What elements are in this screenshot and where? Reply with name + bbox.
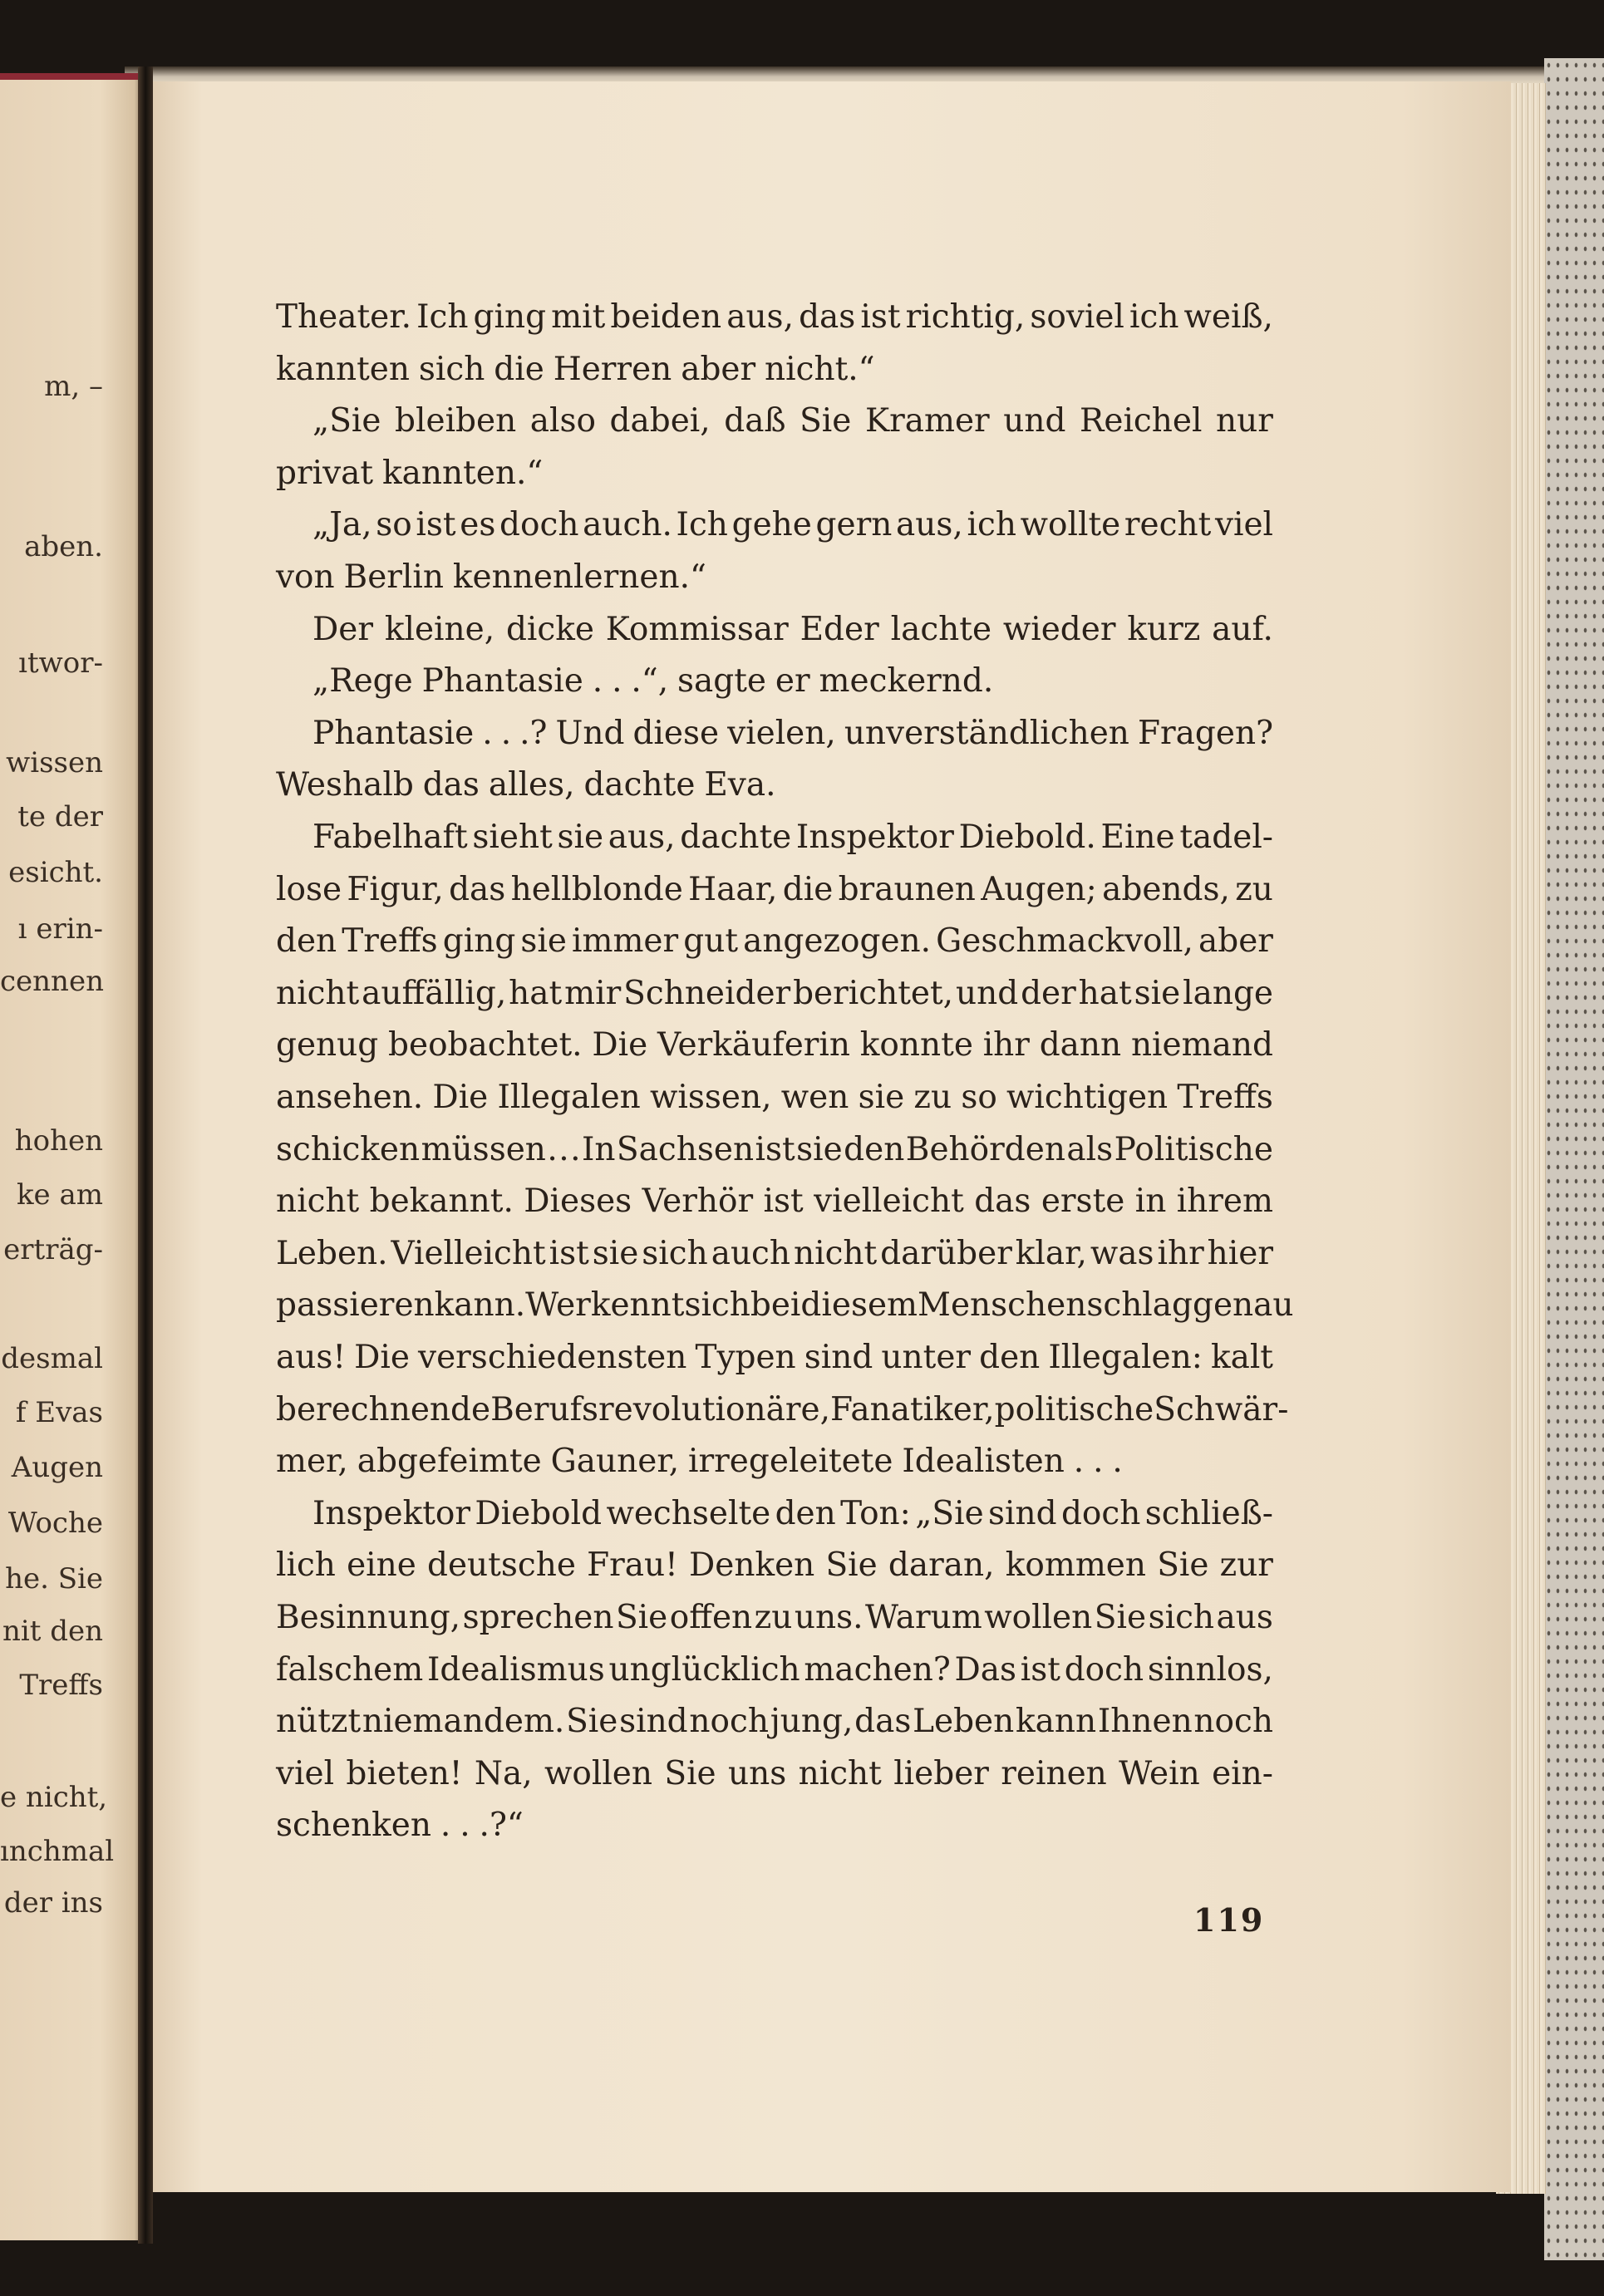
text-line: lose Figur, das hellblonde Haar, die braunen Augen; abends, zu — [276, 870, 1273, 908]
text-line: mer, abgefeimte Gauner, irregeleitete Idealisten . . . — [276, 1443, 1123, 1481]
text-line: lich eine deutsche Frau! Denken Sie daran, kommen Sie zur — [276, 1546, 1273, 1585]
left-page-fragment: f Evas — [15, 1396, 103, 1429]
text-line: Inspektor Diebold wechselte den Ton: „Sie sind doch schließ- — [312, 1494, 1273, 1532]
text-line: nicht auffällig, hat mir Schneider berichtet, und der hat sie lange — [276, 974, 1273, 1012]
left-page-fragment: nit den — [2, 1615, 103, 1648]
page-number: 119 — [1193, 1901, 1265, 1939]
left-page-fragment: desmal — [1, 1342, 103, 1375]
left-page-fragment: ı erin- — [17, 912, 103, 946]
text-line: Phantasie . . .? Und diese vielen, unverständlichen Fragen? — [312, 714, 1273, 752]
text-line: passieren kann. Wer kennt sich bei diesem Menschenschlag genau — [276, 1286, 1294, 1325]
left-page-fragment: erträg- — [3, 1233, 103, 1266]
text-line: „Ja, so ist es doch auch. Ich gehe gern aus, ich wollte recht viel — [312, 506, 1273, 544]
text-line: von Berlin kennenlernen.“ — [276, 558, 706, 596]
text-line: aus! Die verschiedensten Typen sind unter den Illegalen: kalt — [276, 1339, 1273, 1376]
text-line: Besinnung, sprechen Sie offen zu uns. Warum wollen Sie sich aus — [276, 1599, 1273, 1636]
left-page-fragment: te der — [17, 800, 103, 833]
text-line: ansehen. Die Illegalen wissen, wen sie zu so wichtigen Treffs — [276, 1079, 1273, 1116]
text-line: kannten sich die Herren aber nicht.“ — [276, 350, 875, 388]
text-line: nicht bekannt. Dieses Verhör ist vielleicht das erste in ihrem — [276, 1182, 1273, 1221]
left-page-fragment: Treffs — [19, 1669, 103, 1702]
text-line: schenken . . .?“ — [276, 1807, 524, 1845]
text-line: schicken müssen . . . In Sachsen ist sie den Behörden als Politische — [276, 1130, 1273, 1168]
left-page-fragment: Woche — [7, 1507, 103, 1540]
text-line: den Treffs ging sie immer gut angezogen. Geschmackvoll, aber — [276, 922, 1273, 961]
left-page — [0, 73, 143, 2240]
left-page-fragment: ıtwor- — [18, 647, 103, 680]
left-page-fragment: e nicht, — [0, 1781, 108, 1814]
text-line: Leben. Vielleicht ist sie sich auch nicht darüber klar, was ihr hier — [276, 1234, 1273, 1272]
text-line: Weshalb das alles, dachte Eva. — [276, 766, 776, 804]
text-line: genug beobachtet. Die Verkäuferin konnte ihr dann niemand — [276, 1026, 1273, 1064]
left-page-fragment: Augen — [11, 1451, 103, 1484]
left-page-fragment: ke am — [16, 1178, 103, 1212]
text-line: Fabelhaft sieht sie aus, dachte Inspektor Diebold. Eine tadel- — [312, 819, 1273, 856]
text-line: falschem Idealismus unglücklich machen? Das ist doch sinnlos, — [276, 1650, 1273, 1689]
text-line: privat kannten.“ — [276, 454, 544, 492]
book-gutter — [138, 66, 153, 2244]
left-page-fragment: aben. — [24, 530, 103, 563]
left-page-fragment: ınchmal — [0, 1835, 115, 1868]
left-page-fragment: m, – — [44, 370, 103, 403]
left-page-fragment: esicht. — [8, 856, 103, 889]
text-line: „Rege Phantasie . . .“, sagte er meckernd. — [312, 662, 994, 701]
text-line: Der kleine, dicke Kommissar Eder lachte wieder kurz auf. — [312, 610, 1273, 648]
left-page-fragment: der ins — [3, 1886, 103, 1920]
text-line: viel bieten! Na, wollen Sie uns nicht lieber reinen Wein ein- — [276, 1754, 1273, 1792]
left-page-fragment: cennen — [0, 965, 104, 998]
book-cover-edge — [1544, 58, 1604, 2260]
left-page-fragment: he. Sie — [5, 1562, 103, 1595]
text-line: Theater. Ich ging mit beiden aus, das ist richtig, soviel ich weiß, — [276, 298, 1273, 336]
left-page-fragment: hohen — [14, 1124, 103, 1158]
left-page-fragment: wissen — [6, 746, 103, 779]
text-line: „Sie bleiben also dabei, daß Sie Kramer und Reichel nur — [312, 402, 1273, 440]
text-line: nützt niemandem. Sie sind noch jung, das Leben kann Ihnen noch — [276, 1703, 1273, 1741]
text-line: berechnende Berufsrevolutionäre, Fanatiker, politische Schwär- — [276, 1390, 1289, 1428]
